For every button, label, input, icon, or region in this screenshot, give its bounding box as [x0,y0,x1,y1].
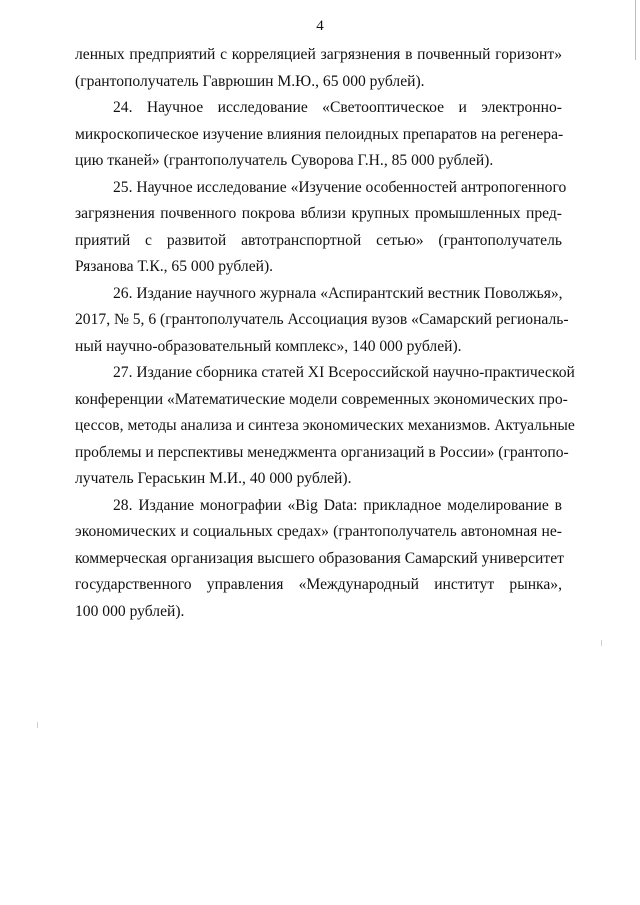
text-line: микроскопическое изучение влияния пелоидных препаратов на регенера- [75,125,564,143]
paragraph-item-25 [75,175,567,281]
paragraph-item-26 [75,281,569,361]
paragraph-item-24 [75,95,562,175]
paragraph [75,42,562,95]
scan-edge-dot [601,640,602,646]
text-line: коммерческая организация высшего образования Самарский университет [75,549,564,567]
text-line: (грантополучатель Гаврюшин М.Ю., 65 000 рублей). [75,72,425,90]
text-line: 100 000 рублей). [75,602,185,620]
text-line: лучатель Гераськин М.И., 40 000 рублей). [75,470,352,487]
text-line: Рязанова Т.К., 65 000 рублей). [75,258,274,275]
text-line: 25. Научное исследование «Изучение особенностей антропогенного [113,178,567,196]
text-line: ный научно-образовательный комплекс», 140 000 рублей). [75,337,462,355]
document-body [75,42,575,625]
text-line: загрязнения почвенного покрова вблизи крупных промышленных пред- [75,205,562,222]
text-line: 24. Научное исследование «Светооптическое и электронно- [113,99,562,116]
text-line: цессов, методы анализа и синтеза экономических механизмов. Актуальные [75,417,575,434]
paragraph-item-27 [75,360,575,493]
text-line: 27. Издание сборника статей XI Всероссийской научно-практической [113,364,575,381]
text-line: проблемы и перспективы менеджмента организаций в России» (грантопо- [75,443,569,461]
text-line: экономических и социальных средах» (грантополучатель автономная не- [75,523,562,540]
text-line: государственного управления «Международный институт рынка», [75,576,562,593]
page-number: 4 [316,18,324,34]
text-line: 26. Издание научного журнала «Аспирантский вестник Поволжья», [113,284,563,302]
text-line: ленных предприятий с корреляцией загрязнения в почвенный горизонт» [75,46,562,63]
scan-edge-dot [37,722,38,728]
text-line: приятий с развитой автотранспортной сетью» (грантополучатель [75,231,562,249]
text-line: цию тканей» (грантополучатель Суворова Г.Н., 85 000 рублей). [75,152,494,169]
text-line: 28. Издание монографии «Big Data: прикладное моделирование в [113,496,562,514]
text-line: 2017, № 5, 6 (грантополучатель Ассоциация вузов «Самарский региональ- [75,311,569,328]
text-line: конференции «Математические модели современных экономических про- [75,390,568,408]
paragraph-item-28 [75,493,562,626]
